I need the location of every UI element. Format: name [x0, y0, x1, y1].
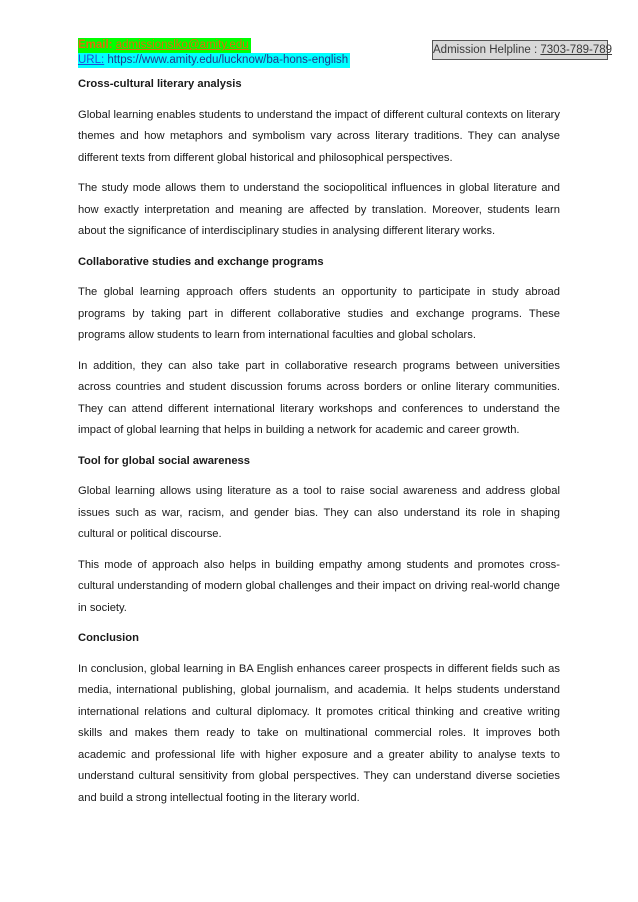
article-body	[78, 74, 560, 818]
url-label: URL:	[78, 54, 105, 66]
paragraph: In conclusion, global learning in BA English enhances career prospects in different fields such as media, international publishing, global journalism, and academia. It helps students understand international relations and cultural diplomacy. It promotes critical thinking and creative writing skills and makes them ready to take on multinational commercial roles. It improves both academic and professional life with higher exposure and a greater ability to analyse texts to understand cultural sensitivity from global perspectives. They can understand diverse societies and build a strong intellectual footing in the literary world.	[78, 662, 560, 804]
paragraph: Global learning allows using literature as a tool to raise social awareness and address global issues such as war, racism, and gender bias. They can also understand its role in shaping cultural or political discourse.	[78, 485, 560, 540]
helpline-phone-link[interactable]: 7303-789-789	[540, 44, 613, 56]
admission-helpline-box	[432, 40, 613, 60]
paragraph: In addition, they can also take part in collaborative research programs between universities across countries and student discussion forums across borders or online literary communities. They can attend different international literary workshops and conferences to understand the impact of global learning that helps in building a network for academic and career growth.	[78, 359, 560, 436]
section-heading: Cross-cultural literary analysis	[78, 78, 242, 90]
section-heading: Conclusion	[78, 632, 139, 644]
email-line	[78, 38, 251, 53]
section-heading: Tool for global social awareness	[78, 454, 251, 467]
paragraph: This mode of approach also helps in building empathy among students and promotes cross-cultural understanding of modern global challenges and their impact on driving real-world change in society.	[78, 558, 560, 614]
section-heading: Collaborative studies and exchange programs	[78, 255, 324, 268]
email-link[interactable]: admissionslko@amity.edu	[115, 39, 249, 51]
paragraph: The global learning approach offers students an opportunity to participate in study abroad programs by taking part in different collaborative studies and exchange programs. These programs allow students to learn from international faculties and global scholars.	[78, 286, 560, 341]
paragraph: Global learning enables students to understand the impact of different cultural contexts on literary themes and how metaphors and symbolism vary across literary traditions. They can analyse different texts from different global historical and philosophical perspectives.	[78, 108, 560, 164]
paragraph: The study mode allows them to understand the sociopolitical influences in global literature and how exactly interpretation and meaning are affected by translation. Moreover, students learn about the significance of interdisciplinary studies in analysing different literary works.	[78, 182, 560, 237]
url-line	[78, 53, 350, 68]
contact-block	[78, 38, 350, 68]
url-link[interactable]: https://www.amity.edu/lucknow/ba-hons-english	[107, 54, 349, 66]
helpline-label: Admission Helpline :	[433, 44, 541, 56]
email-label: Email:	[78, 39, 113, 51]
